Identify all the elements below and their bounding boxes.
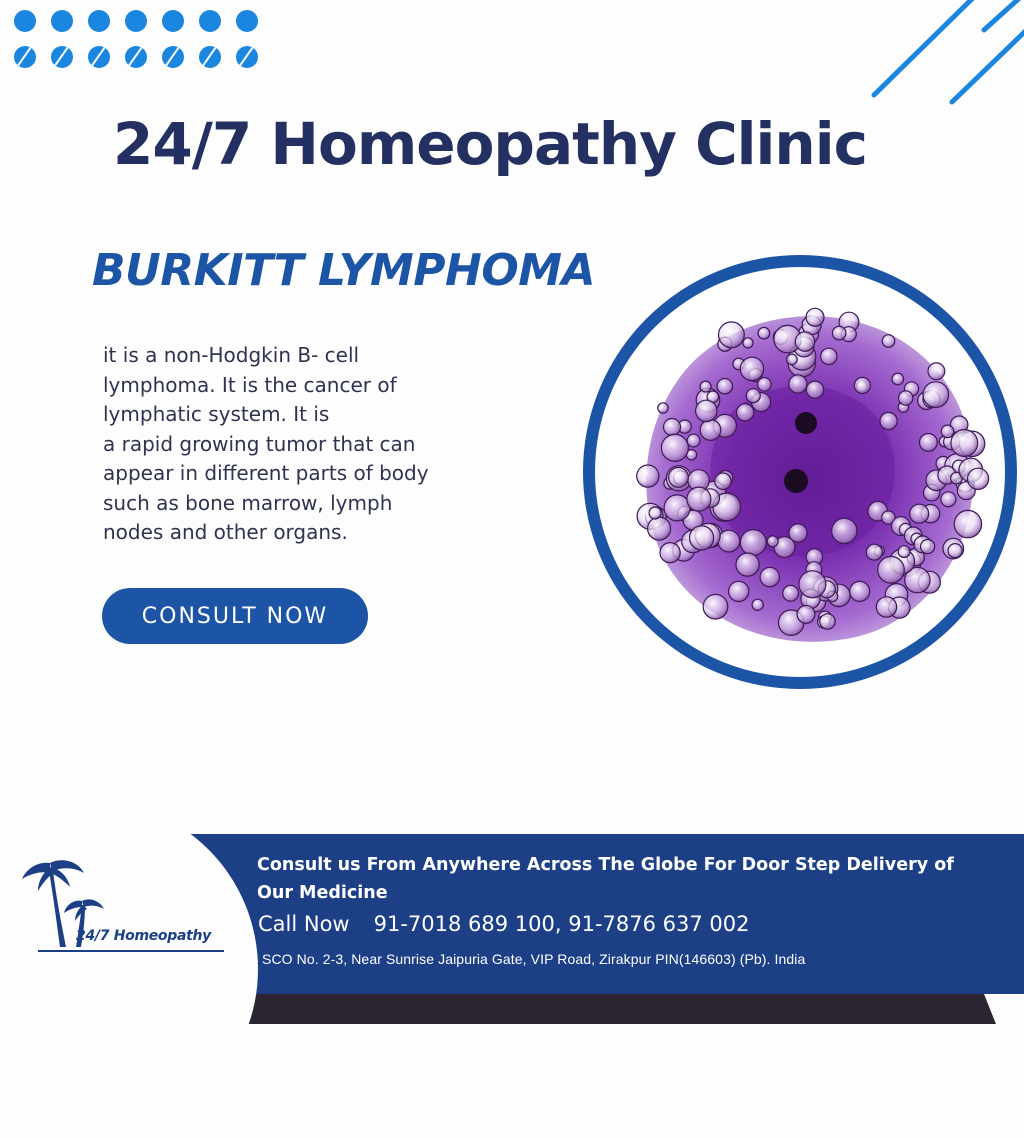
dot xyxy=(51,46,73,68)
dot xyxy=(199,10,221,32)
call-now xyxy=(258,912,749,936)
dot xyxy=(14,46,36,68)
description-line: such as bone marrow, lymph xyxy=(103,490,393,515)
decorative-dot-grid xyxy=(14,10,258,68)
dot xyxy=(125,10,147,32)
dot xyxy=(236,10,258,32)
condition-title: BURKITT LYMPHOMA xyxy=(92,245,596,296)
dot xyxy=(51,10,73,32)
call-now-label: Call Now xyxy=(258,912,350,936)
page-title: 24/7 Homeopathy Clinic xyxy=(112,110,867,178)
footer-tagline: Consult us From Anywhere Across The Globe For Door Step Delivery of Our Medicine xyxy=(257,855,954,903)
dot xyxy=(125,46,147,68)
dot xyxy=(88,46,110,68)
dot xyxy=(14,10,36,32)
logo-text: 24/7 Homeopathy xyxy=(76,928,212,944)
description-line: nodes and other organs. xyxy=(103,520,348,544)
description-line: it is a non-Hodgkin B- cell xyxy=(103,343,360,367)
logo-underline xyxy=(38,950,224,952)
decorative-stripes xyxy=(864,0,1024,110)
description-line: appear in different parts of body xyxy=(103,461,429,485)
description-line: a rapid growing tumor that can xyxy=(103,431,416,456)
lymphoma-cell-image xyxy=(581,253,1019,691)
description-line: lymphatic system. It is xyxy=(103,402,330,426)
consult-now-button[interactable]: CONSULT NOW xyxy=(102,588,368,644)
address: SCO No. 2-3, Near Sunrise Jaipuria Gate, VIP Road, Zirakpur PIN(146603) (Pb). India xyxy=(262,951,806,967)
dot xyxy=(236,46,258,68)
dot xyxy=(162,46,184,68)
dot xyxy=(199,46,221,68)
description xyxy=(103,341,503,548)
dot xyxy=(88,10,110,32)
description-line: lymphoma. It is the cancer of xyxy=(103,372,397,397)
phone-numbers[interactable]: 91-7018 689 100, 91-7876 637 002 xyxy=(373,912,750,936)
dot xyxy=(162,10,184,32)
